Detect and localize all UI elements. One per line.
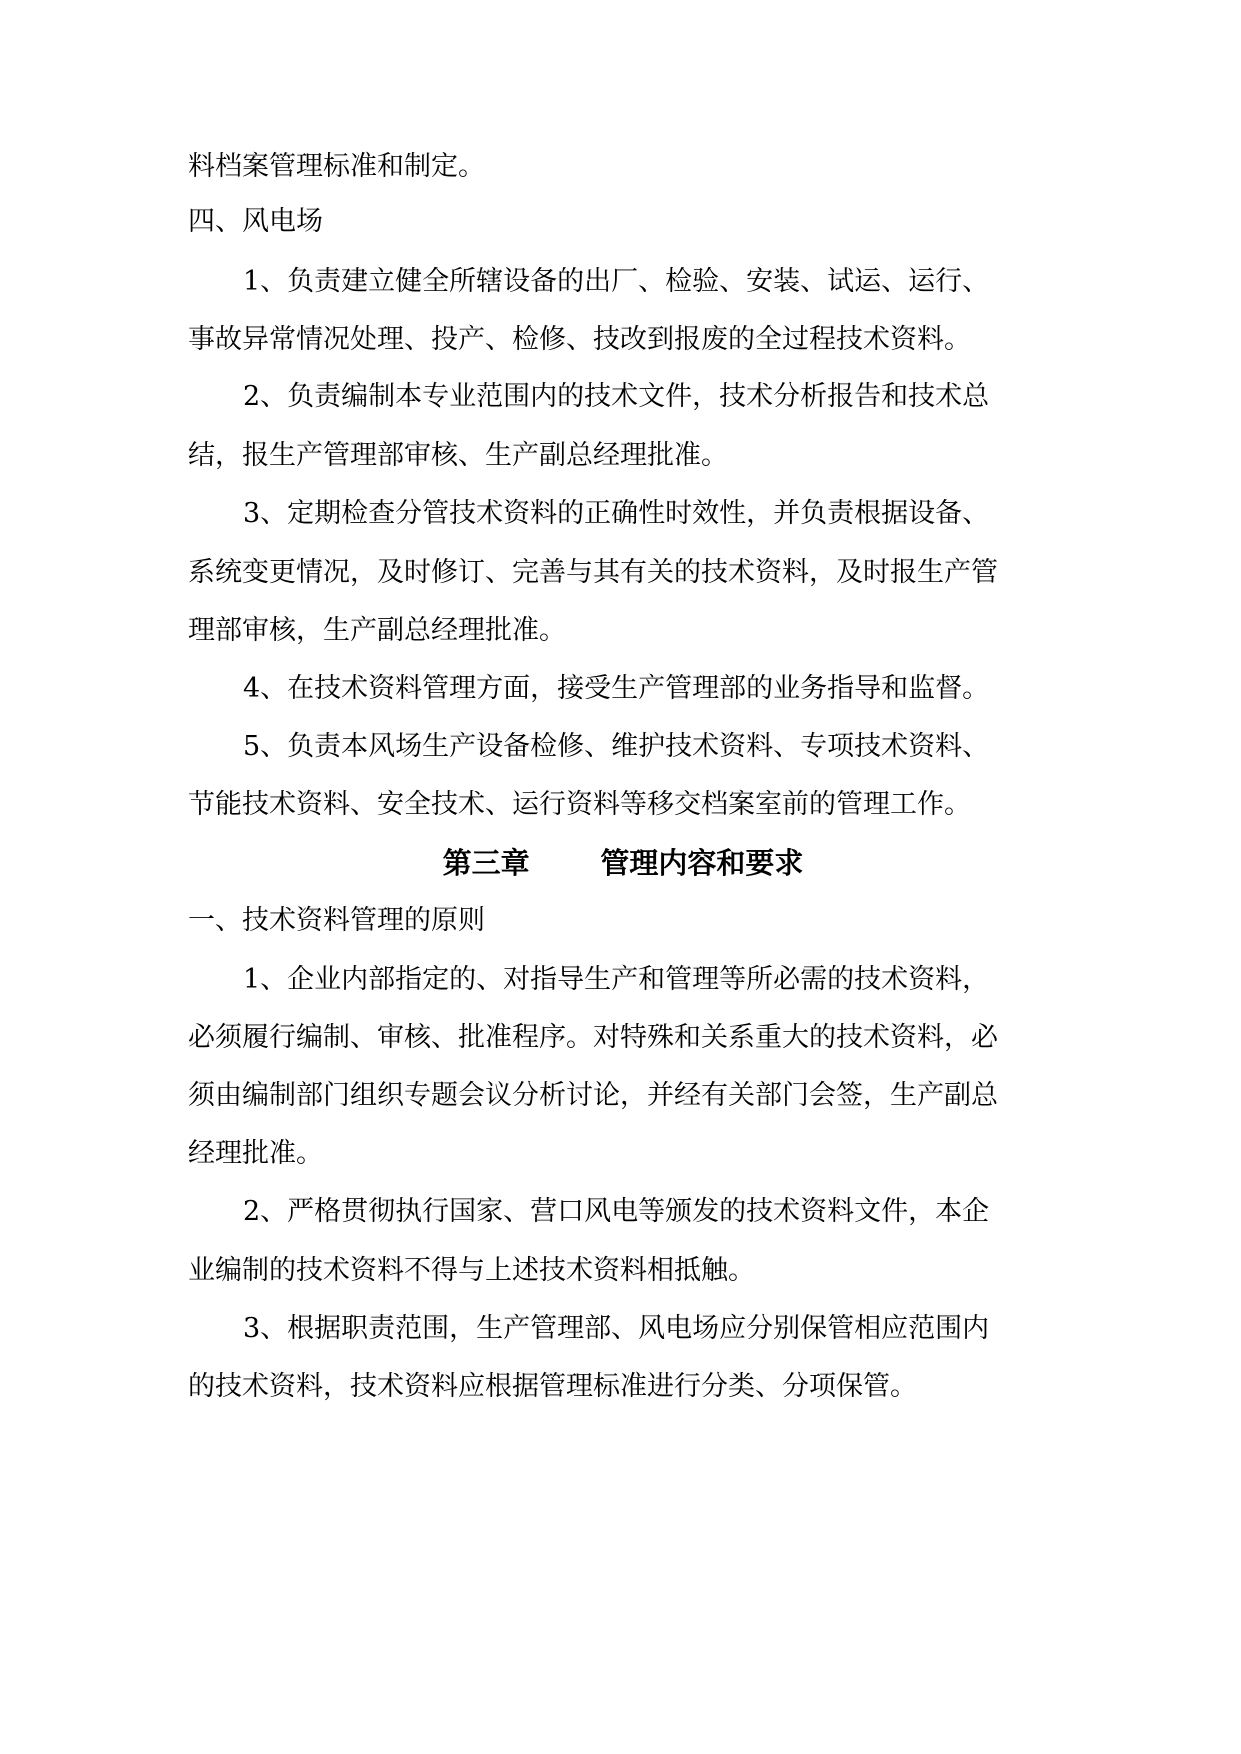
text-line: 的技术资料，技术资料应根据管理标准进行分类、分项保管。: [188, 1371, 917, 1402]
text-line: 须由编制部门组织专题会议分析讨论，并经有关部门会签，生产副总: [188, 1080, 998, 1111]
text-line: 结，报生产管理部审核、生产副总经理批准。: [188, 440, 728, 471]
text-line: 3、根据职责范围，生产管理部、风电场应分别保管相应范围内: [243, 1313, 990, 1344]
text-line: 1、负责建立健全所辖设备的出厂、检验、安装、试运、运行、: [243, 266, 990, 297]
text-line: 5、负责本风场生产设备检修、维护技术资料、专项技术资料、: [243, 731, 990, 762]
text-line: 经理批准。: [188, 1138, 323, 1169]
text-line: 节能技术资料、安全技术、运行资料等移交档案室前的管理工作。: [188, 789, 971, 820]
text-line: 4、在技术资料管理方面，接受生产管理部的业务指导和监督。: [243, 673, 990, 704]
section-heading-wind-farm: 四、风电场: [188, 206, 323, 237]
section-heading-principles: 一、技术资料管理的原则: [188, 905, 485, 936]
text-line: 必须履行编制、审核、批准程序。对特殊和关系重大的技术资料，必: [188, 1022, 998, 1053]
text-line: 1、企业内部指定的、对指导生产和管理等所必需的技术资料，: [243, 964, 990, 995]
text-line: 理部审核，生产副总经理批准。: [188, 615, 566, 646]
text-line: 业编制的技术资料不得与上述技术资料相抵触。: [188, 1255, 755, 1286]
text-line: 事故异常情况处理、投产、检修、技改到报废的全过程技术资料。: [188, 324, 971, 355]
text-line: 2、负责编制本专业范围内的技术文件，技术分析报告和技术总: [243, 381, 990, 412]
text-line: 料档案管理标准和制定。: [188, 151, 485, 182]
text-line: 3、定期检查分管技术资料的正确性时效性，并负责根据设备、: [243, 498, 990, 529]
text-line: 系统变更情况，及时修订、完善与其有关的技术资料，及时报生产管: [188, 557, 998, 588]
chapter-heading: 第三章 管理内容和要求: [442, 846, 804, 880]
text-line: 2、严格贯彻执行国家、营口风电等颁发的技术资料文件，本企: [243, 1196, 990, 1227]
